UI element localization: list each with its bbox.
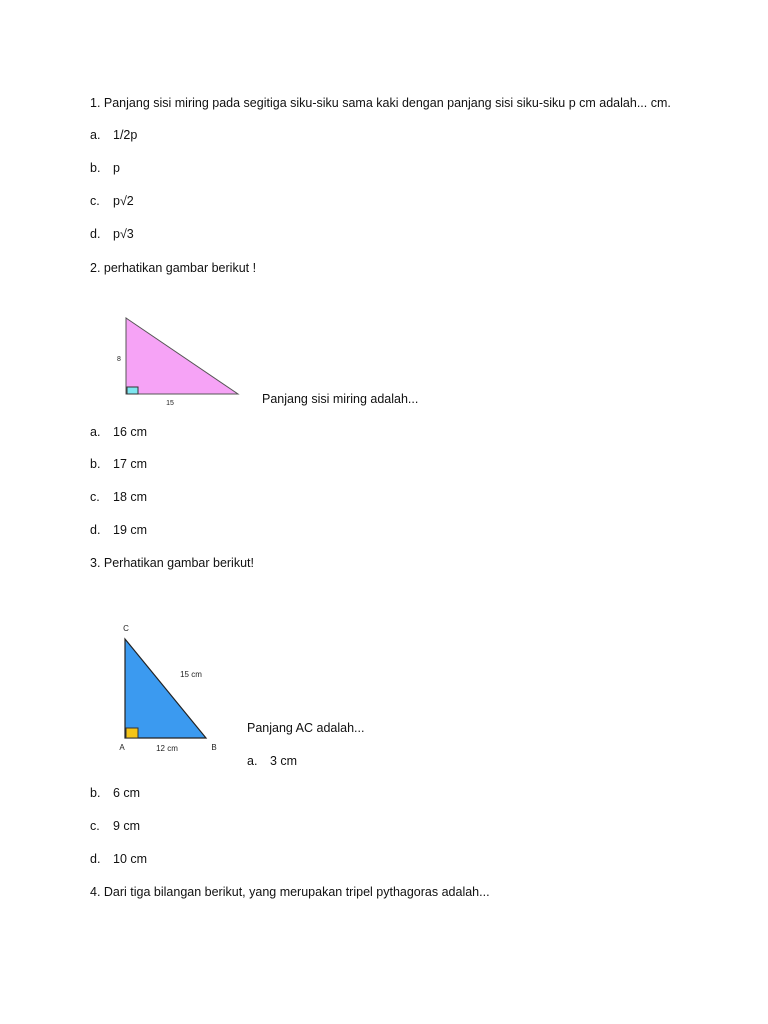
q3-base-label: 12 cm bbox=[156, 744, 178, 753]
q3-option-b-text: 6 cm bbox=[113, 786, 141, 800]
q2-option-d-text: 19 cm bbox=[113, 523, 148, 537]
q2-right-angle-marker bbox=[127, 387, 138, 394]
q2-option-c-text: 18 cm bbox=[113, 490, 148, 504]
q1-option-c-text: p√2 bbox=[113, 194, 134, 208]
q3-option-c-letter: c. bbox=[90, 819, 100, 833]
q3-hypotenuse-label: 15 cm bbox=[180, 670, 202, 679]
q2-triangle bbox=[126, 318, 238, 394]
q2-option-d-letter: d. bbox=[90, 523, 101, 537]
q1-option-d-letter: d. bbox=[90, 227, 101, 241]
q2-option-b-text: 17 cm bbox=[113, 457, 148, 471]
q2-base-label: 15 bbox=[166, 400, 174, 407]
q3-option-a-text: 3 cm bbox=[270, 754, 298, 768]
q1-option-c-letter: c. bbox=[90, 194, 100, 208]
question-4-text: 4. Dari tiga bilangan berikut, yang merupakan tripel pythagoras adalah... bbox=[90, 885, 490, 899]
question-3-text: 3. Perhatikan gambar berikut! bbox=[90, 556, 254, 570]
q3-vertex-c: C bbox=[123, 624, 129, 633]
q2-option-a-letter: a. bbox=[90, 425, 101, 439]
q3-triangle bbox=[125, 639, 206, 738]
q2-option-c-letter: c. bbox=[90, 490, 100, 504]
q3-vertex-a: A bbox=[119, 743, 125, 752]
q3-option-d-text: 10 cm bbox=[113, 852, 148, 866]
q2-triangle-figure bbox=[110, 312, 245, 412]
q2-side-label: 8 bbox=[117, 356, 121, 363]
q1-option-b-letter: b. bbox=[90, 161, 101, 175]
q3-triangle-figure bbox=[110, 618, 230, 758]
question-2-text: 2. perhatikan gambar berikut ! bbox=[90, 261, 257, 275]
q3-vertex-b: B bbox=[211, 743, 217, 752]
q2-option-b-letter: b. bbox=[90, 457, 101, 471]
q2-prompt: Panjang sisi miring adalah... bbox=[262, 392, 419, 406]
q3-right-angle-marker bbox=[126, 728, 138, 738]
q3-option-b-letter: b. bbox=[90, 786, 101, 800]
question-1-text: 1. Panjang sisi miring pada segitiga siku-siku sama kaki dengan panjang sisi siku-siku p cm adalah... cm. bbox=[90, 96, 671, 110]
q2-option-a-text: 16 cm bbox=[113, 425, 148, 439]
q3-option-c-text: 9 cm bbox=[113, 819, 141, 833]
q3-prompt: Panjang AC adalah... bbox=[247, 721, 365, 735]
q1-option-a-letter: a. bbox=[90, 128, 101, 142]
q3-option-d-letter: d. bbox=[90, 852, 101, 866]
q3-option-a-letter: a. bbox=[247, 754, 258, 768]
q1-option-d-text: p√3 bbox=[113, 227, 134, 241]
q1-option-b-text: p bbox=[113, 161, 120, 175]
q1-option-a-text: 1/2p bbox=[113, 128, 138, 142]
